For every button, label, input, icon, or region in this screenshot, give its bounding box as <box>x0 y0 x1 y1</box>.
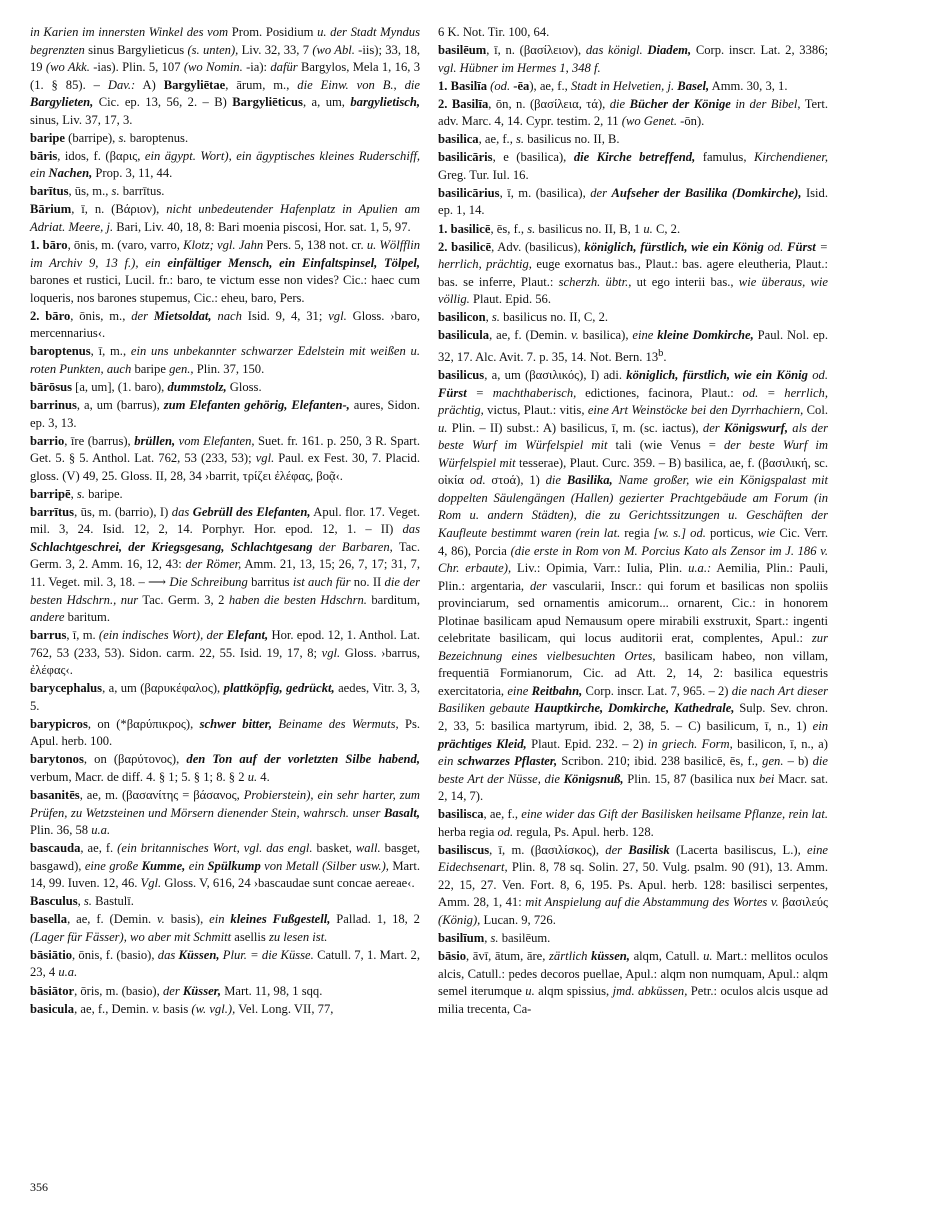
dictionary-entry: barrītus, ūs, m. (barrio), I) das Gebrüll des Elefanten, Apul. flor. 17. Veget. mil. 3, 24. Isid. 12, 2, 14. Porphyr. Hor. epod. 12, 1. – II) das Schlachtgeschrei, der Kriegsgesang, Schlachtgesang der Barbaren, Tac. Germ. 3, 2. Amm. 16, 12, 43: der Römer, Amm. 21, 13, 15; 26, 7, 17; 31, 7, 11. Veget. mil. 3, 18. – ⟶ Die Schreibung barritus ist auch für no. II die der besten Hdschrn., nur Tac. Germ. 3, 2 haben die besten Hdschrn. barditum, andere baritum. <box>30 504 420 625</box>
dictionary-entry: bāsiātio, ōnis, f. (basio), das Küssen, Plur. = die Küsse. Catull. 7, 1. Mart. 2, 23, 4 u.a. <box>30 947 420 980</box>
dictionary-entry: in Karien im innersten Winkel des vom Prom. Posidium u. der Stadt Myndus begrenzten sinus Bargylieticus (s. unten), Liv. 32, 33, 7 (wo Abl. -iis); 33, 18, 19 (wo Akk. -ias). Plin. 5, 107 (wo Nomin. -ia): dafür Bargylos, Mela 1, 16, 3 (1. § 85). – Dav.: A) Bargyliētae, ārum, m., die Einw. von B., die Bargylieten, Cic. ep. 13, 56, 2. – B) Bargyliēticus, a, um, bargylietisch, sinus, Liv. 37, 17, 3. <box>30 25 421 127</box>
dictionary-entry: basilicon, s. basilicus no. II, C, 2. <box>438 310 609 325</box>
dictionary-entry: barrinus, a, um (barrus), zum Elefanten gehörig, Elefanten-, aures, Sidon. ep. 3, 13. <box>30 397 420 430</box>
dictionary-entry: barītus, ūs, m., s. barrītus. <box>30 184 165 199</box>
dictionary-entry: basilica, ae, f., s. basilicus no. II, B. <box>438 132 620 147</box>
dictionary-entry: basilicāris, e (basilica), die Kirche betreffend, famulus, Kirchendiener, Greg. Tur. Iul. 16. <box>438 150 828 182</box>
page-number: 356 <box>30 1180 48 1194</box>
dictionary-entry: 1. basilicē, ēs, f., s. basilicus no. II, B, 1 u. C, 2. <box>438 221 681 236</box>
dictionary-entry: basicula, ae, f., Demin. v. basis (w. vgl.), Vel. Long. VII, 77, <box>30 1001 334 1016</box>
dictionary-entry: 2. basilicē, Adv. (basilicus), königlich, fürstlich, wie ein König od. Fürst = herrlich, prächtig, euge exornatus bas., Plaut.: bas. agere eleutheria, Plaut.: bas. se inferre, Plaut.: scherzh. übtr., ut ego interii bas., wie überaus, wie völlig. Plaut. Epid. 56. <box>438 239 829 307</box>
dictionary-entry: basilēum, ī, n. (βασίλειον), das königl. Diadem, Corp. inscr. Lat. 2, 3386; vgl. Hübner im Hermes 1, 348 f. <box>438 43 828 75</box>
dictionary-entry: bāris, idos, f. (βαρις, ein ägypt. Wort), ein ägyptisches kleines Ruderschiff, ein Nachen, Prop. 3, 11, 44. <box>30 148 420 181</box>
dictionary-entry: barypicros, on (*βαρύπικρος), schwer bitter, Beiname des Wermuts, Ps. Apul. herb. 100. <box>30 716 420 749</box>
dictionary-entry: 6 K. Not. Tir. 100, 64. <box>438 25 550 39</box>
dictionary-entry: basilisca, ae, f., eine wider das Gift der Basilisken heilsame Pflanze, rein lat. herba regia od. regula, Ps. Apul. herb. 128. <box>438 807 828 839</box>
dictionary-entry: bārōsus [a, um], (1. baro), dummstolz, Gloss. <box>30 379 262 394</box>
dictionary-entry: baripe (barripe), s. baroptenus. <box>30 130 189 145</box>
dictionary-entry: 2. Basilīa, ōn, n. (βασίλεια, τά), die Bücher der Könige in der Bibel, Tert. adv. Marc. 4, 14. Cypr. testim. 2, 11 (wo Genet. -ōn). <box>438 96 828 129</box>
dictionary-entry: basiliscus, ī, m. (βασιλίσκος), der Basilisk (Lacerta basiliscus, L.), eine Eidechsenart, Plin. 8, 78 sq. Solin. 27, 50. Vulg. psalm. 90 (91), 13. Amm. 22, 15, 27. Ven. Fort. 8, 6, 195. Ps. Apul. herb. 128: basilisci serpentes, Amm. 28, 1, 41: mit Anspielung auf die Abstammung des Wortes v. βασιλεύς (König), Lucan. 9, 726. <box>438 842 829 928</box>
dictionary-entry: barycephalus, a, um (βαρυκέφαλος), plattköpfig, gedrückt, aedes, Vitr. 3, 3, 5. <box>30 681 421 713</box>
dictionary-entry: 2. bāro, ōnis, m., der Mietsoldat, nach Isid. 9, 4, 31; vgl. Gloss. ›baro, mercennarius‹. <box>30 308 421 341</box>
dictionary-entry: barrus, ī, m. (ein indisches Wort), der Elefant, Hor. epod. 12, 1. Anthol. Lat. 762, 53 (233, 53). Sidon. carm. 22, 55. Isid. 19, 17, 8; vgl. Gloss. ›barrus, ἐλέφας‹. <box>30 628 421 678</box>
right-column <box>438 24 828 1019</box>
left-column <box>30 24 420 1019</box>
dictionary-entry: Bārium, ī, n. (Βάριον), nicht unbedeutender Hafenplatz in Apulien am Adriat. Meere, j. Bari, Liv. 40, 18, 8: Bari moenia piscosi, Hor. sat. 1, 5, 97. <box>30 202 420 235</box>
dictionary-entry: bāsiātor, ōris, m. (basio), der Küsser, Mart. 11, 98, 1 sqq. <box>30 983 323 998</box>
dictionary-entry: basella, ae, f. (Demin. v. basis), ein kleines Fußgestell, Pallad. 1, 18, 2 (Lager für Fässer), wo aber mit Schmitt asellis zu lesen ist. <box>30 912 420 944</box>
dictionary-entry: basanitēs, ae, m. (βασανίτης = βάσανος, Probierstein), ein sehr harter, zum Prüfen, zu Wetzsteinen und Mörsern dienender Stein, wahrsch. unser Basalt, Plin. 36, 58 u.a. <box>30 788 420 838</box>
dictionary-entry: barytonos, on (βαρύτονος), den Ton auf der vorletzten Silbe habend, verbum, Macr. de diff. 4. § 1; 5. § 1; 8. § 2 u. 4. <box>30 752 420 784</box>
dictionary-entry: bascauda, ae, f. (ein britannisches Wort, vgl. das engl. basket, wall. basget, basgawd), eine große Kumme, ein Spülkump von Metall (Silber usw.), Mart. 14, 99. Iuven. 12, 46. Vgl. Gloss. V, 616, 24 ›bascaudae sunt concae aereae‹. <box>30 841 420 891</box>
dictionary-entry: barrio, īre (barrus), brüllen, vom Elefanten, Suet. fr. 161. p. 250, 3 R. Spart. Get. 5. § 5. Anthol. Lat. 762, 53 (233, 53); vgl. Paul. ex Fest. 30, 7. Placid. gloss. (V) 49, 25. Gloss. II, 28, 34 ›barrit, τρίζει ἐλέφας, βοᾷ‹. <box>30 433 420 483</box>
dictionary-entry: basilicus, a, um (βασιλικός), I) adi. königlich, fürstlich, wie ein König od. Fürst = machthaberisch, edictiones, facinora, Plaut.: od. = herrlich, prächtig, victus, Plaut.: vitis, eine Art Weinstöcke bei den Dyrrhachiern, Col. u. Plin. – II) subst.: A) basilicus, ī, m. (sc. iactus), der Königswurf, als der beste Wurf im Würfelspiel mit tali (wie Venus = der beste Wurf im Würfelspiel mit tesserae), Plaut. Curc. 359. – B) basilica, ae, f. (βασιλική, sc. οἰκία od. στοά), 1) die Basilika, Name großer, wie ein Königspalast mit doppelten Säulengängen (Hallen) gezierter Prachtgebäude am Forum (in Rom u. andern Städten), die zu Gerichtssitzungen u. Geschäften der Kaufleute bestimmt waren (rein lat. regia [w. s.] od. porticus, wie Cic. Verr. 4, 86), Porcia (die erste in Rom von M. Porcius Kato als Zensor im J. 186 v. Chr. erbaute), Liv.: Opimia, Varr.: Iulia, Plin. u.a.: Aemilia, Plin.: Pauli, Plin.: argentaria, der vascularii, Inscr.: qui forum et basilicas non spoliis provinciarum, sed ornamentis amicorum... ornarent, Cic.: in honorem Plotinae basilicam apud Nemausum opere mirabili exstruxit, Spart.: ingenti celebritate basilicam, qui locus auditorii erat, complentes, Apul.: zur Bezeichnung eines vielbesuchten Ortes, basilicam habeo, non villam, frequentiā Formianorum, Cic. ad Att. 2, 14, 2: basilica equestris exercitatoria, eine Reitbahn, Corp. inscr. Lat. 7, 965. – 2) die nach Art dieser Basiliken gebaute Hauptkirche, Domkirche, Kathedrale, Sulp. Sev. chron. 2, 33, 5: basilica martyrum, ibid. 2, 38, 5. – C) basilicum, ī, n., 1) ein prächtiges Kleid, Plaut. Epid. 232. – 2) in griech. Form, basilicon, ī, n., a) ein schwarzes Pflaster, Scribon. 210; ibid. 238 basilicē, ēs, f., gen. – b) die beste Art der Nüsse, die Königsnuß, Plin. 15, 87 (basilica nux bei Macr. sat. 2, 14, 7). <box>438 368 829 804</box>
dictionary-entry: baroptenus, ī, m., ein uns unbekannter schwarzer Edelstein mit weißen u. roten Punkten, auch baripe gen., Plin. 37, 150. <box>30 344 420 376</box>
dictionary-entry: Basculus, s. Bastulī. <box>30 894 134 909</box>
dictionary-entry: basilicārius, ī, m. (basilica), der Aufseher der Basilika (Domkirche), Isid. ep. 1, 14. <box>438 185 828 218</box>
dictionary-entry: barripē, s. baripe. <box>30 486 123 501</box>
dictionary-entry: 1. bāro, ōnis, m. (varo, varro, Klotz; vgl. Jahn Pers. 5, 138 not. cr. u. Wölfflin im Archiv 9, 13 f.), ein einfältiger Mensch, ein Einfaltspinsel, Tölpel, barones et rustici, Lucil. fr.: baro, te victum esse non vides? Cic.: haec cum loqueris, nos barones stupemus, Cic.: eheu, baro, Pers. <box>30 238 420 305</box>
dictionary-entry: 1. Basilīa (od. -ēa), ae, f., Stadt in Helvetien, j. Basel, Amm. 30, 3, 1. <box>438 78 788 93</box>
dictionary-entry: bāsio, āvī, ātum, āre, zärtlich küssen, alqm, Catull. u. Mart.: mellitos oculos alcis, Catull.: pedes decoros puellae, Apul.: alqm non numquam, Apul.: alqm semel iterumque u. alqm spissius, jmd. abküssen, Petr.: oculos alcis usque ad milia trecenta, Ca- <box>438 949 828 1016</box>
dictionary-entry: basilīum, s. basilēum. <box>438 931 551 946</box>
dictionary-entry: basilicula, ae, f. (Demin. v. basilica), eine kleine Domkirche, Paul. Nol. ep. 32, 17. Alc. Avit. 7. p. 35, 14. Not. Bern. 13$^b$. <box>438 328 828 365</box>
